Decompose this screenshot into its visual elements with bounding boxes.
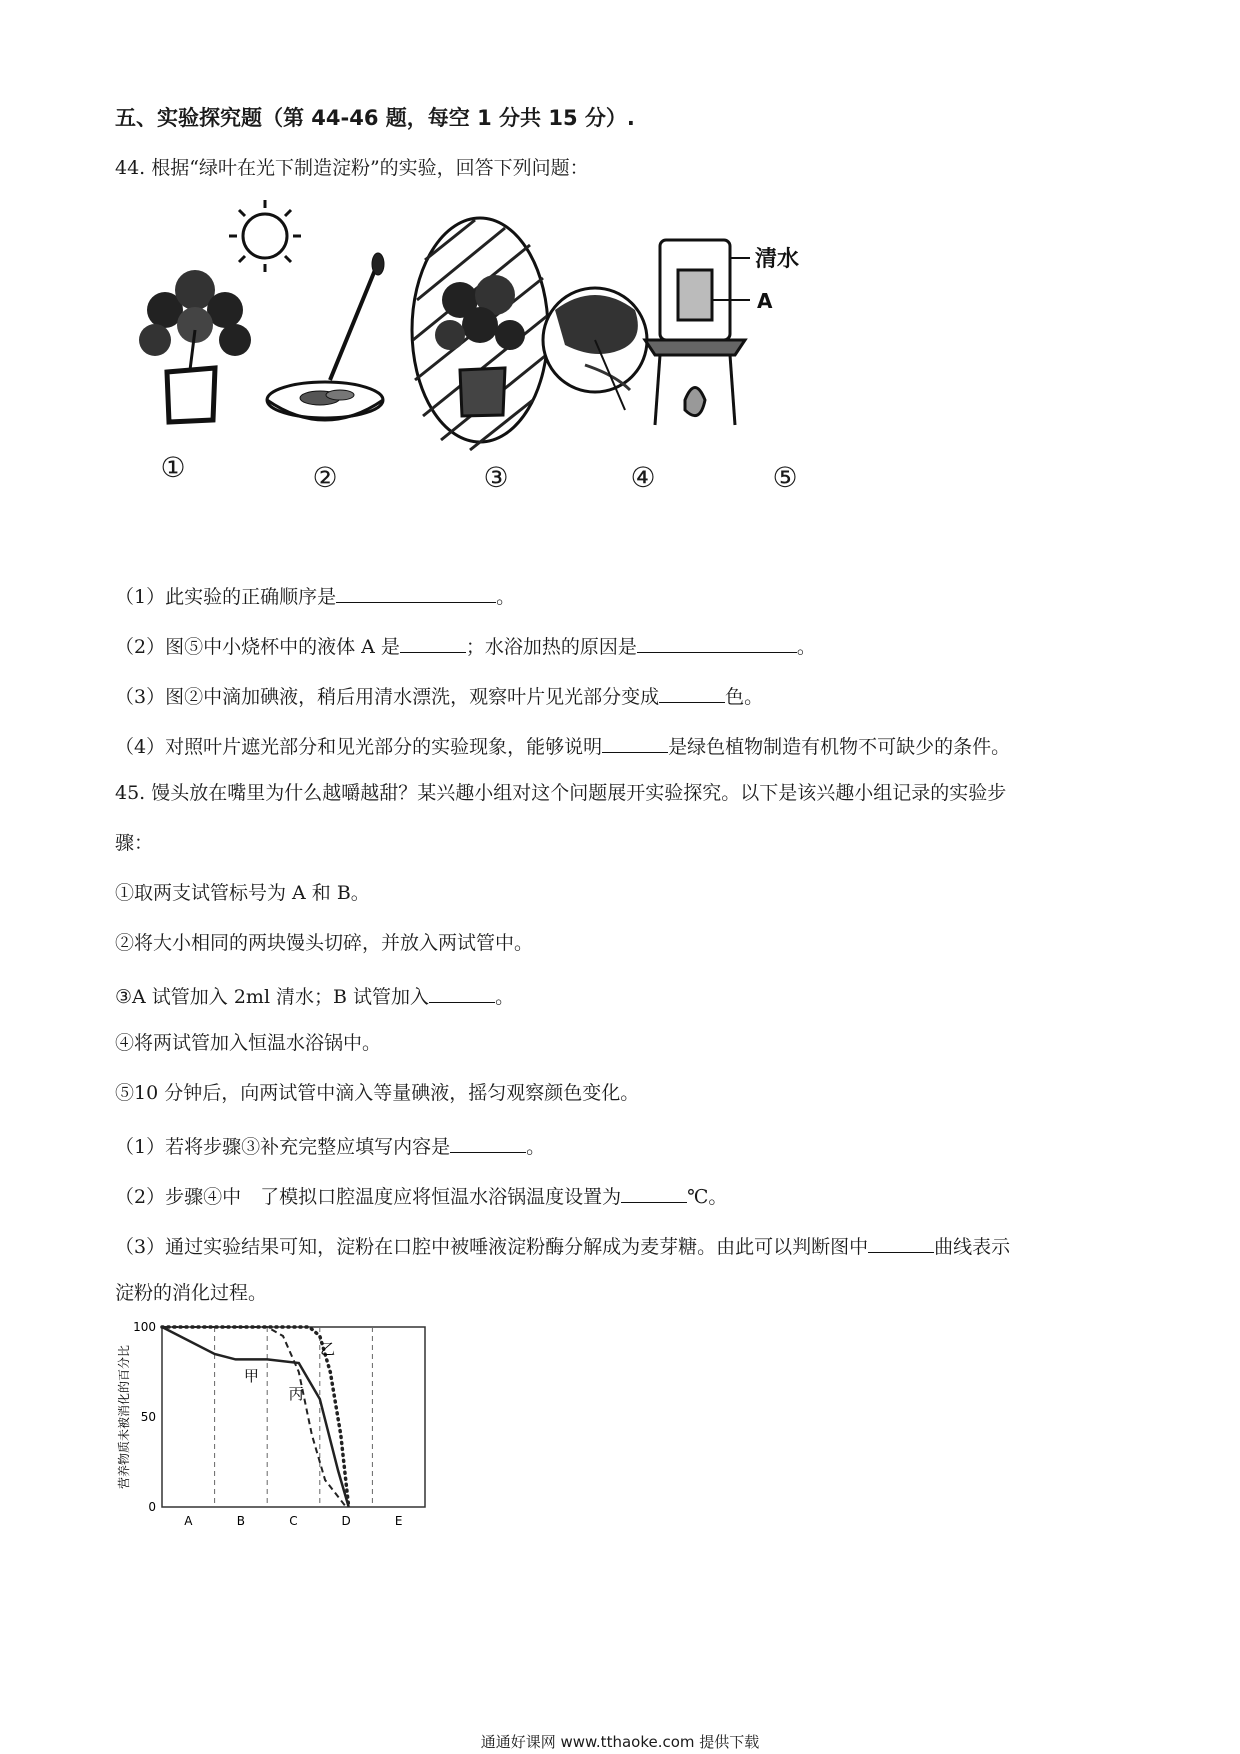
q44-part1-end: 。 (496, 586, 516, 608)
q44-part4 (115, 734, 1010, 757)
water-bath-apparatus-illustration (645, 240, 750, 425)
q45-part2-end: ℃。 (687, 1186, 728, 1208)
q44-part3 (115, 684, 763, 707)
x-tick-label: C (289, 1514, 298, 1528)
q45-part2-text: （2）步骤④中 了模拟口腔温度应将恒温水浴锅温度设置为 (115, 1186, 622, 1208)
x-tick-label: E (394, 1514, 403, 1528)
answer-blank[interactable] (429, 984, 495, 1003)
q45-part3-end: 曲线表示 (934, 1236, 1011, 1258)
q45-step5: ⑤10 分钟后，向两试管中滴入等量碘液，摇匀观察颜色变化。 (115, 1082, 640, 1104)
figure-label-1: ① (160, 451, 186, 484)
answer-blank[interactable] (336, 584, 496, 603)
y-tick-label: 0 (148, 1500, 156, 1514)
figure-label-4: ④ (630, 461, 656, 494)
q44-part2-text: （2）图⑤中小烧杯中的液体 A 是 (115, 636, 400, 658)
q44-part4-end: 是绿色植物制造有机物不可缺少的条件。 (668, 736, 1011, 758)
y-tick-label: 100 (133, 1320, 156, 1334)
series-line-丙 (162, 1327, 346, 1507)
x-tick-label: B (236, 1514, 246, 1528)
q45-part3 (115, 1234, 1010, 1257)
answer-blank[interactable] (602, 734, 668, 753)
digestion-chart (110, 1315, 440, 1535)
q44-experiment-figure (125, 200, 925, 500)
q44-part1-text: （1）此实验的正确顺序是 (115, 586, 337, 608)
answer-blank[interactable] (637, 634, 797, 653)
plot-frame (162, 1327, 425, 1507)
q44-part3-text: （3）图②中滴加碘液，稍后用清水漂洗，观察叶片见光部分变成 (115, 686, 660, 708)
q45-step3 (115, 984, 514, 1007)
answer-blank[interactable] (400, 634, 466, 653)
x-tick-label: A (184, 1514, 193, 1528)
q45-step3-text: ③A 试管加入 2ml 清水；B 试管加入 (115, 986, 430, 1008)
figure-label-2: ② (312, 461, 338, 494)
x-tick-label: D (341, 1514, 351, 1528)
q45-part3-line2: 淀粉的消化过程。 (115, 1282, 268, 1304)
section-title: 五、实验探究题（第 44-46 题，每空 1 分共 15 分）. (115, 106, 635, 130)
q45-part3-text: （3）通过实验结果可知，淀粉在口腔中被唾液淀粉酶分解成为麦芽糖。由此可以判断图中 (115, 1236, 869, 1258)
y-axis-label: 营养物质未被消化的百分比 (117, 1344, 131, 1490)
q44-part3-end: 色。 (725, 686, 764, 708)
series-label: 丙 (288, 1385, 304, 1403)
dish-dropper-illustration (267, 253, 384, 420)
series-label: 乙 (320, 1340, 336, 1358)
q45-stem-line1: 45. 馒头放在嘴里为什么越嚼越甜？某兴趣小组对这个问题展开实验探究。以下是该兴趣小组记录的实验步 (115, 782, 1007, 804)
q44-part2 (115, 634, 816, 657)
q45-step3-end: 。 (495, 986, 515, 1008)
series-label: 甲 (243, 1367, 259, 1385)
q44-part4-text: （4）对照叶片遮光部分和见光部分的实验现象，能够说明 (115, 736, 603, 758)
figure-label-5: ⑤ (772, 461, 798, 494)
q45-part1-end: 。 (526, 1136, 546, 1158)
q45-part1-text: （1）若将步骤③补充完整应填写内容是 (115, 1136, 451, 1158)
answer-blank[interactable] (621, 1184, 687, 1203)
q45-stem-line2: 骤： (115, 832, 154, 854)
sun-illustration (229, 200, 301, 272)
q45-step1: ①取两支试管标号为 A 和 B。 (115, 882, 370, 904)
darkened-plant-illustration (412, 218, 548, 450)
q45-step4: ④将两试管加入恒温水浴锅中。 (115, 1032, 382, 1054)
y-tick-label: 50 (140, 1410, 156, 1424)
water-label: 清水 (755, 247, 800, 272)
answer-blank[interactable] (868, 1234, 934, 1253)
q44-part2-end: 。 (796, 636, 816, 658)
potted-plant-illustration (139, 270, 251, 422)
q44-part2-text-mid: ；水浴加热的原因是 (465, 636, 637, 658)
answer-blank[interactable] (450, 1134, 526, 1153)
q44-part1 (115, 584, 515, 607)
page-footer: 通通好课网 www.tthaoke.com 提供下载 (480, 1733, 760, 1751)
q45-step2: ②将大小相同的两块馒头切碎，并放入两试管中。 (115, 932, 534, 954)
figure-label-3: ③ (483, 461, 509, 494)
answer-blank[interactable] (659, 684, 725, 703)
q45-part1 (115, 1134, 545, 1157)
leaf-illustration (543, 288, 647, 410)
q44-stem: 44. 根据“绿叶在光下制造淀粉”的实验，回答下列问题： (115, 157, 589, 179)
q45-part2 (115, 1184, 727, 1207)
liquid-a-label: A (757, 289, 773, 313)
